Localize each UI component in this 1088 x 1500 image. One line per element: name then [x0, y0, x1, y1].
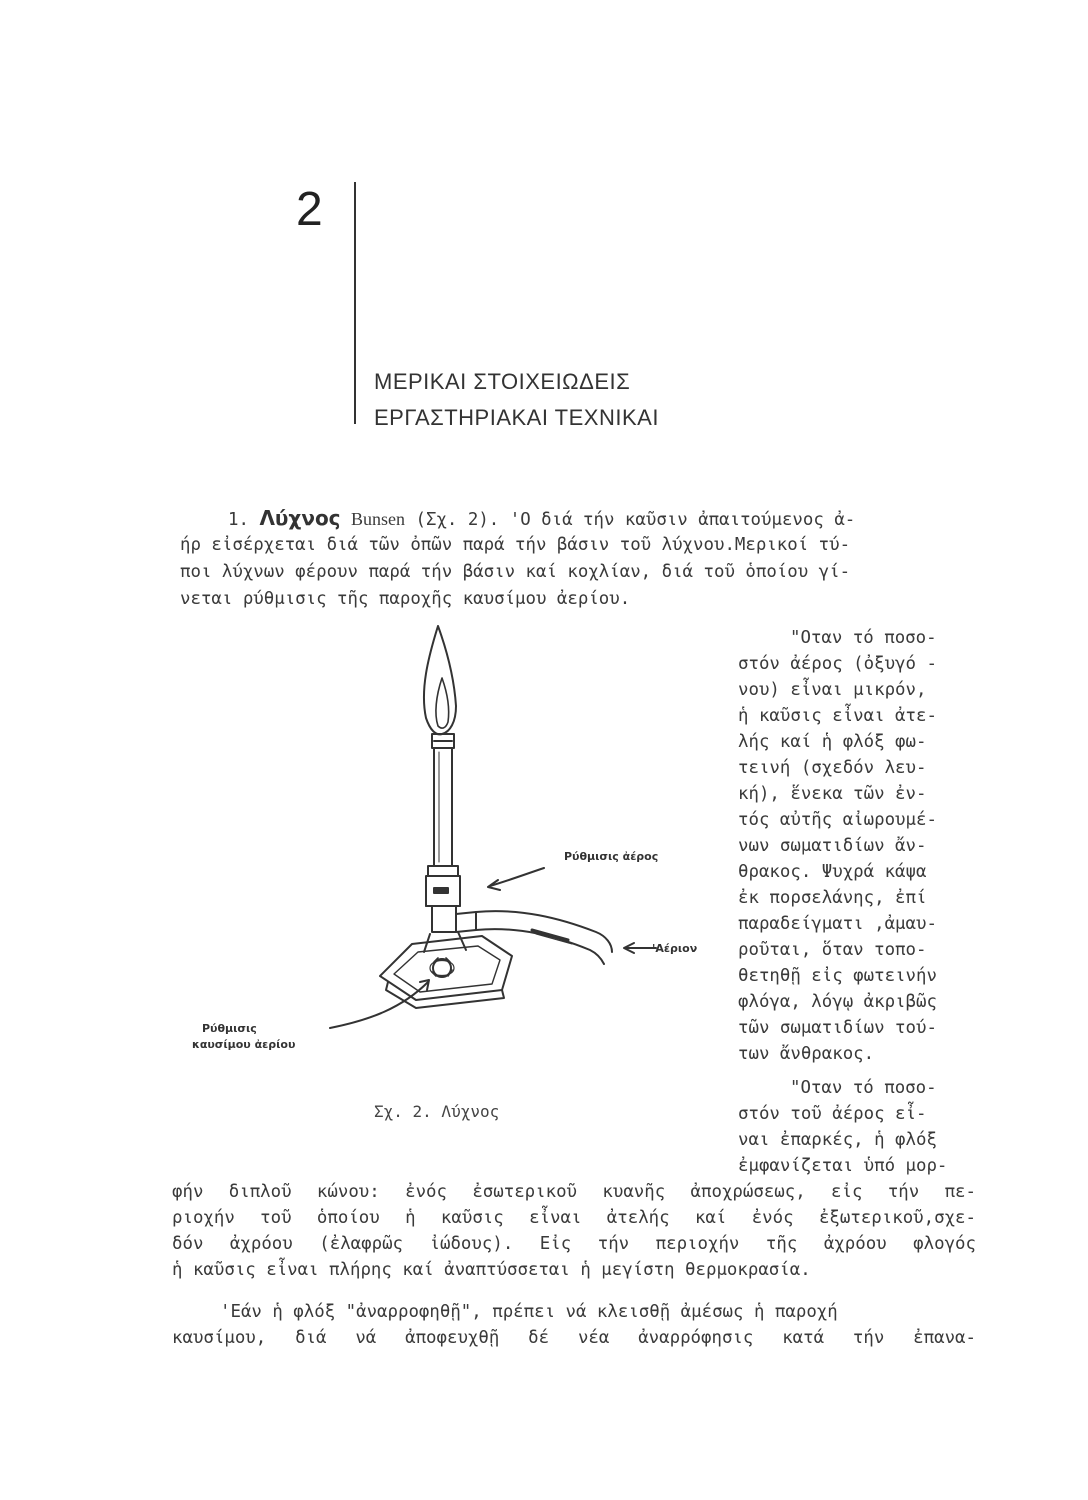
side-line: παραδείγματι ,ἀμαυ-	[738, 914, 937, 934]
side-line: στόν τοῦ ἀέρος εἶ-	[738, 1104, 927, 1124]
chapter-title-line-1: ΜΕΡΙΚΑΙ ΣΤΟΙΧΕΙΩΔΕΙΣ	[374, 369, 631, 394]
side-line: τός αὐτῆς αἰωρουμέ-	[738, 810, 937, 830]
body-line: φήν διπλοῦ κώνου: ἐνός ἐσωτερικοῦ κυανῆς ἀποχρώσεως, εἰς τήν πε-	[172, 1182, 976, 1202]
side-line: ἐκ πορσελάνης, ἐπί	[738, 888, 927, 908]
body-line: ἡ καῦσις εἶναι πλήρης καί ἀναπτύσσεται ἡ μεγίστη θερμοκρασία.	[172, 1260, 811, 1280]
section-heading-name: Bunsen	[351, 509, 406, 529]
intro-line-1: (Σχ. 2). 'Ο διά τήν καῦσιν ἀπαιτούμενος ἀ-	[415, 510, 856, 530]
side-line: τεινή (σχεδόν λευ-	[738, 758, 927, 778]
side-line: τῶν σωματιδίων τού-	[738, 1018, 937, 1038]
side-line: λής καί ἡ φλόξ φω-	[738, 732, 927, 752]
section-heading: Λύχνος	[259, 506, 341, 530]
side-line: θρακος. Ψυχρά κάψα	[738, 862, 927, 882]
side-line: ναι ἐπαρκές, ἡ φλόξ	[738, 1130, 937, 1150]
body-line: ριοχήν τοῦ ὁποίου ἡ καῦσις εἶναι ἀτελής καί ἐνός ἐξωτερικοῦ,σχε-	[172, 1208, 976, 1228]
side-line: νων σωματιδίων ἄν-	[738, 836, 927, 856]
bunsen-burner-illustration	[180, 618, 720, 1068]
side-line: θετηθῇ εἰς φωτεινήν	[738, 966, 937, 986]
body-line: 'Εάν ἡ φλόξ "ἀναρροφηθῇ", πρέπει νά κλεισθῇ ἀμέσως ἡ παροχή	[220, 1302, 838, 1322]
side-line: "Οταν τό ποσο-	[790, 628, 937, 648]
side-line: "Οταν τό ποσο-	[790, 1078, 937, 1098]
intro-line-4: νεται ρύθμισις τῆς παροχῆς καυσίμου ἀερίου.	[180, 589, 631, 609]
side-line: ροῦται, ὅταν τοπο-	[738, 940, 927, 960]
body-line: δόν ἀχρόου (ἐλαφρῶς ἰώδους). Εἰς τήν περιοχήν τῆς ἀχρόου φλογός	[172, 1234, 976, 1254]
side-line: ἐμφανίζεται ὑπό μορ-	[738, 1156, 948, 1176]
label-fuel-regulator-1: Ρύθμισις	[202, 1022, 257, 1035]
section-heading-line	[228, 506, 855, 532]
intro-line-2: ήρ εἰσέρχεται διά τῶν ὀπῶν παρά τήν βάσιν τοῦ λύχνου.Μερικοί τύ-	[180, 535, 851, 555]
intro-line-3: ποι λύχνων φέρουν παρά τήν βάσιν καί κοχλίαν, διά τοῦ ὁποίου γί-	[180, 562, 851, 582]
chapter-divider	[354, 182, 356, 424]
side-line: νου) εἶναι μικρόν,	[738, 680, 927, 700]
label-gas: 'Αέριον	[652, 942, 698, 955]
side-line: των ἄνθρακος.	[738, 1044, 875, 1064]
chapter-title	[374, 364, 659, 436]
label-fuel-regulator-2: καυσίμου ἀερίου	[192, 1038, 296, 1051]
label-air-regulator: Ρύθμισις ἀέρος	[564, 850, 659, 863]
side-line: φλόγα, λόγῳ ἀκριβῶς	[738, 992, 937, 1012]
side-line: στόν ἀέρος (ὀξυγό -	[738, 654, 937, 674]
chapter-title-line-2: ΕΡΓΑΣΤΗΡΙΑΚΑΙ ΤΕΧΝΙΚΑΙ	[374, 405, 659, 430]
figure-caption: Σχ. 2. Λύχνος	[374, 1102, 500, 1121]
chapter-number: 2	[296, 183, 323, 236]
side-line: ἡ καῦσις εἶναι ἀτε-	[738, 706, 937, 726]
body-line: καυσίμου, διά νά ἀποφευχθῇ δέ νέα ἀναρρόφησις κατά τήν ἐπανα-	[172, 1328, 976, 1348]
side-line: κή), ἕνεκα τῶν ἐν-	[738, 784, 927, 804]
bunsen-burner-figure	[180, 618, 720, 1068]
section-number: 1.	[228, 510, 249, 530]
